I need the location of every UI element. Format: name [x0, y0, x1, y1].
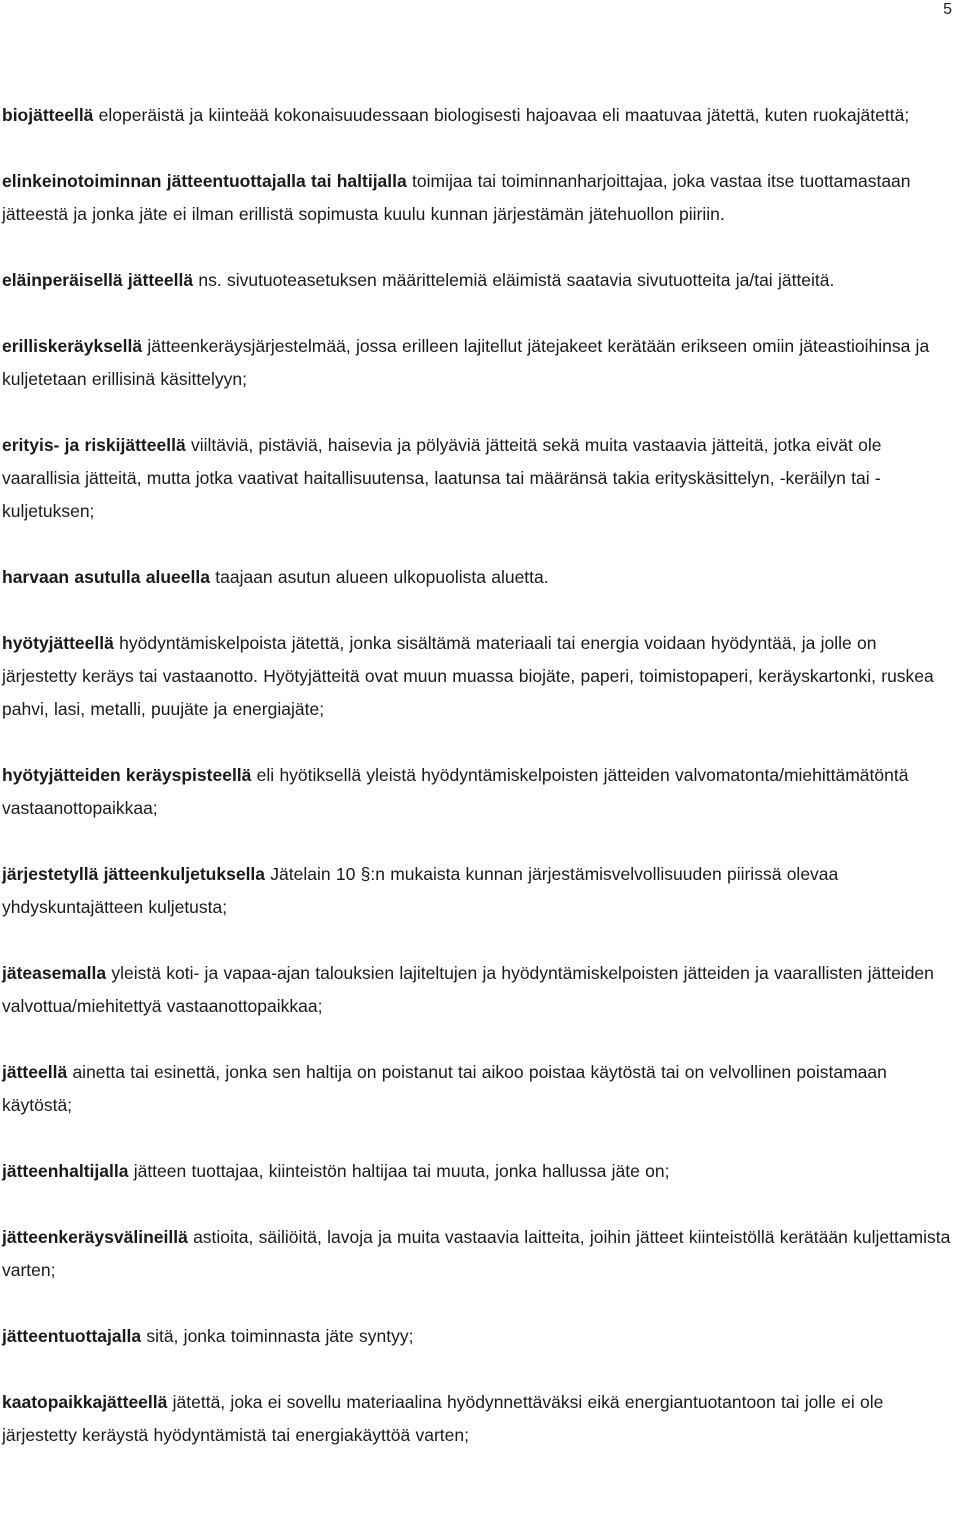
definition-text: toimijaa tai toiminnanharjoittajaa, joka vastaa itse tuottamastaan jätteestä ja jonka jäte ei ilman erillistä sopimusta kuulu kunnan järjestämän jätehuollon piiriin. [2, 171, 911, 224]
definition-text: Jätelain 10 §:n mukaista kunnan järjestämisvelvollisuuden piirissä olevaa yhdyskuntajätteen kuljetusta; [2, 864, 839, 917]
definition-elainperainen-jate [2, 264, 956, 297]
definition-text: hyödyntämiskelpoista jätettä, jonka sisältämä materiaali tai energia voidaan hyödyntää, ja jolle on järjestetty keräys tai vastaanotto. Hyötyjätteitä ovat muun muassa biojäte, paperi, toimistopaperi, keräyskartonki, ruskea pahvi, lasi, metalli, puujäte ja energiajäte; [2, 633, 934, 719]
definition-text: ns. sivutuoteasetuksen määrittelemiä eläimistä saatavia sivutuotteita ja/tai jätteitä. [193, 270, 835, 290]
definition-term: elinkeinotoiminnan jätteentuottajalla tai haltijalla [2, 171, 407, 191]
definition-term: eläinperäisellä jätteellä [2, 270, 194, 290]
definition-text: jätteenkeräysjärjestelmää, jossa erilleen lajitellut jätejakeet kerätään erikseen omiin jäteastioihinsa ja kuljetetaan erillisinä käsittelyyn; [2, 336, 930, 389]
definition-jate [2, 1056, 956, 1122]
definition-term: harvaan asutulla alueella [2, 567, 210, 587]
definition-text: ainetta tai esinettä, jonka sen haltija on poistanut tai aikoo poistaa käytöstä tai on velvollinen poistamaan käytöstä; [2, 1062, 887, 1115]
definition-term: hyötyjätteellä [2, 633, 114, 653]
definition-text: taajaan asutun alueen ulkopuolista aluetta. [209, 567, 549, 587]
definition-jateasema [2, 957, 956, 1023]
definition-text: eloperäistä ja kiinteää kokonaisuudessaan biologisesti hajoavaa eli maatuvaa jätettä, kuten ruokajätettä; [93, 105, 910, 125]
definition-text: astioita, säiliöitä, lavoja ja muita vastaavia laitteita, joihin jätteet kiinteistöllä kerätään kuljettamista varten; [2, 1227, 951, 1280]
definition-erityis-ja-riskijate [2, 429, 956, 528]
definition-term: erityis- ja riskijätteellä [2, 435, 186, 455]
definition-hyotyjate [2, 627, 956, 726]
definition-jatteenhaltija [2, 1155, 956, 1188]
definition-text: yleistä koti- ja vapaa-ajan talouksien lajiteltujen ja hyödyntämiskelpoisten jätteiden ja vaarallisten jätteiden valvottua/miehitettyä vastaanottopaikkaa; [2, 963, 934, 1016]
definition-term: järjestetyllä jätteenkuljetuksella [2, 864, 266, 884]
definitions-list [2, 99, 956, 1485]
definition-term: jätteenhaltijalla [2, 1161, 129, 1181]
page-number: 5 [943, 1, 952, 18]
definition-jatteentuottaja [2, 1320, 956, 1353]
definition-term: jätteentuottajalla [2, 1326, 142, 1346]
definition-biojate [2, 99, 956, 132]
definition-term: hyötyjätteiden keräyspisteellä [2, 765, 252, 785]
definition-term: jätteellä [2, 1062, 68, 1082]
definition-term: erilliskeräyksellä [2, 336, 143, 356]
definition-term: jäteasemalla [2, 963, 107, 983]
definition-jarjestetty-jatteenkuljetus [2, 858, 956, 924]
definition-hyotyjatteiden-keraysepiste [2, 759, 956, 825]
definition-term: biojätteellä [2, 105, 94, 125]
definition-text: jätettä, joka ei sovellu materiaalina hyödynnettäväksi eikä energiantuotantoon tai jolle ei ole järjestetty keräystä hyödyntämistä tai energiakäyttöä varten; [2, 1392, 884, 1445]
definition-erilliskerays [2, 330, 956, 396]
definition-kaatopaikkajate [2, 1386, 956, 1452]
definition-text: eli hyötiksellä yleistä hyödyntämiskelpoisten jätteiden valvomatonta/miehittämätöntä vastaanottopaikkaa; [2, 765, 909, 818]
definition-text: jätteen tuottajaa, kiinteistön haltijaa tai muuta, jonka hallussa jäte on; [128, 1161, 670, 1181]
definition-harvaan-asuttu-alue [2, 561, 956, 594]
definition-text: sitä, jonka toiminnasta jäte syntyy; [141, 1326, 414, 1346]
definition-text: viiltäviä, pistäviä, haisevia ja pölyäviä jätteitä sekä muita vastaavia jätteitä, jotka eivät ole vaarallisia jätteitä, mutta jotka vaativat haitallisuutensa, laatunsa tai määränsä takia erityskäsittelyn, -keräilyn tai -kuljetuksen; [2, 435, 882, 521]
definition-jatteenkeraysvalineet [2, 1221, 956, 1287]
definition-term: jätteenkeräysvälineillä [2, 1227, 188, 1247]
definition-term: kaatopaikkajätteellä [2, 1392, 168, 1412]
definition-elinkeinotoiminnan-jatteentuottaja [2, 165, 956, 231]
